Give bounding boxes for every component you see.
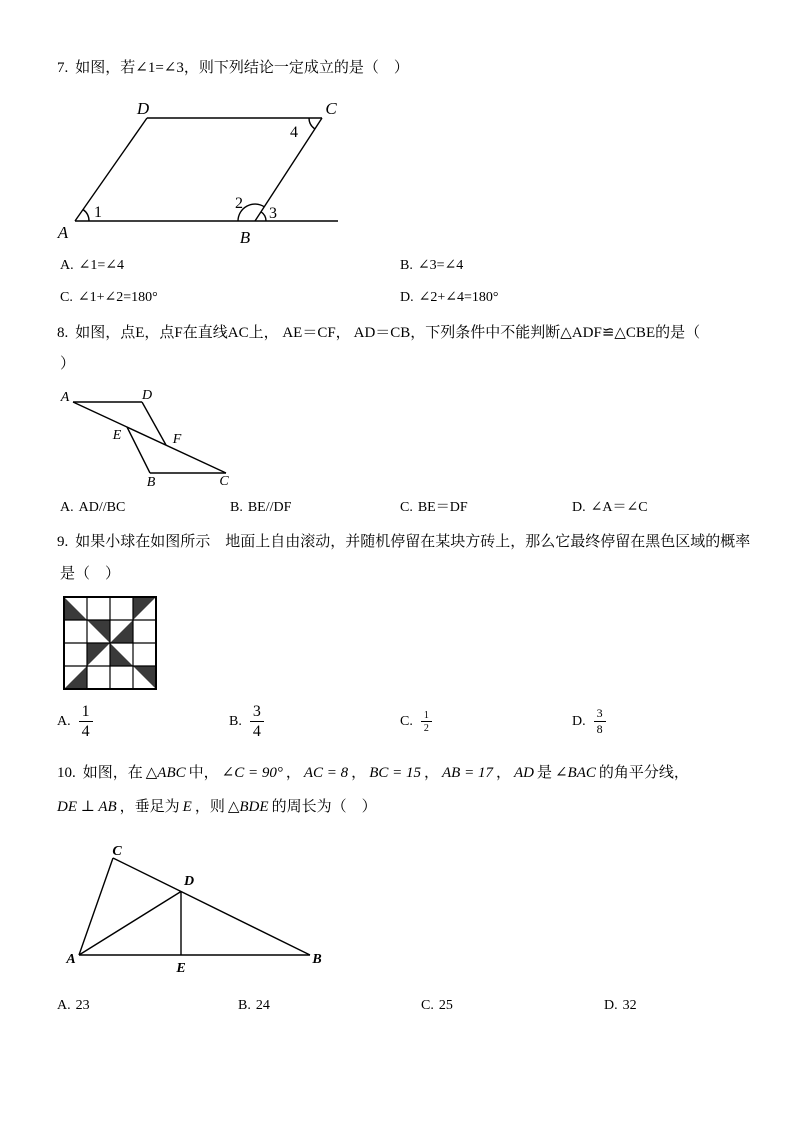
fraction-denominator: 4 bbox=[252, 723, 261, 740]
q7-stem bbox=[57, 58, 409, 78]
stem-text: 是 bbox=[536, 765, 552, 781]
q10-option-a bbox=[57, 996, 90, 1016]
option-text: ∠1+∠2=180° bbox=[77, 290, 158, 305]
q9-stem-line-2 bbox=[60, 564, 120, 584]
q7-option-b bbox=[400, 256, 463, 276]
math-expression: ∠C = 90° bbox=[221, 765, 283, 781]
segment-df bbox=[142, 402, 166, 445]
math-expression: AB = 17 bbox=[442, 765, 493, 781]
q10-triangle-figure bbox=[60, 838, 335, 976]
vertex-label-c: C bbox=[112, 844, 122, 859]
math-expression: △ABC bbox=[145, 765, 186, 781]
option-letter: D. bbox=[572, 714, 586, 729]
q7-option-d bbox=[400, 288, 498, 308]
option-text: ∠3=∠4 bbox=[417, 258, 464, 273]
option-text: ∠1=∠4 bbox=[78, 258, 124, 273]
option-letter: A. bbox=[57, 998, 71, 1013]
vertex-label-b: B bbox=[146, 475, 156, 490]
option-letter: B. bbox=[400, 258, 413, 273]
q8-number: 8. bbox=[57, 325, 69, 341]
black-triangle bbox=[133, 597, 156, 620]
fraction-denominator: 4 bbox=[81, 723, 90, 740]
fraction bbox=[421, 710, 432, 735]
segment-eb bbox=[127, 427, 150, 473]
option-text: ∠A＝∠C bbox=[590, 500, 648, 515]
fraction-denominator: 8 bbox=[596, 722, 603, 736]
vertex-label-a: A bbox=[66, 952, 76, 967]
option-letter: D. bbox=[604, 998, 618, 1013]
q8-option-d bbox=[572, 498, 648, 518]
q9-stem-text: 如果小球在如图所示 地面上自由滚动，并随机停留在某块方砖上，那么它最终停留在黑色区域的概率 bbox=[75, 534, 751, 550]
option-text: 23 bbox=[75, 998, 90, 1013]
point-label-f: F bbox=[172, 432, 182, 447]
q7-parallelogram-figure bbox=[50, 95, 350, 250]
q9-option-a bbox=[57, 702, 93, 742]
fraction bbox=[594, 707, 606, 737]
fraction-numerator: 3 bbox=[594, 707, 606, 722]
q10-option-c bbox=[421, 996, 453, 1016]
q7-stem-text: 如图，若∠1=∠3，则下列结论一定成立的是（ ） bbox=[75, 60, 409, 76]
option-letter: D. bbox=[400, 290, 414, 305]
stem-text: ， bbox=[495, 765, 511, 781]
black-triangle bbox=[87, 643, 110, 666]
stem-text: ， bbox=[423, 765, 439, 781]
segment-ac bbox=[73, 402, 226, 473]
q10-option-b bbox=[238, 996, 270, 1016]
stem-text: ，则 bbox=[194, 799, 225, 815]
fraction bbox=[250, 703, 264, 742]
q9-option-d bbox=[572, 702, 606, 742]
q7-option-c bbox=[60, 288, 158, 308]
q9-stem-text: 是（ ） bbox=[60, 566, 121, 582]
q8-stem-line-1 bbox=[57, 323, 700, 343]
point-label-e: E bbox=[176, 961, 186, 976]
stem-text: 的角平分线， bbox=[598, 765, 689, 781]
segment-ad-bisector bbox=[79, 892, 181, 956]
segment-cb bbox=[255, 118, 322, 221]
q7-number: 7. bbox=[57, 60, 69, 76]
q10-stem-line-1 bbox=[57, 763, 689, 783]
option-letter: A. bbox=[60, 500, 74, 515]
q10-number: 10. bbox=[57, 765, 76, 781]
q10-stem-line-2 bbox=[57, 797, 377, 817]
math-expression: AC = 8 bbox=[303, 765, 349, 781]
vertex-label-a: A bbox=[60, 390, 70, 405]
option-letter: B. bbox=[230, 500, 243, 515]
q7-option-a bbox=[60, 256, 124, 276]
q9-option-b bbox=[229, 702, 264, 742]
math-expression: △BDE bbox=[227, 799, 269, 815]
black-triangle bbox=[110, 620, 133, 643]
fraction-numerator: 3 bbox=[250, 703, 264, 722]
vertex-label-c: C bbox=[325, 99, 337, 118]
vertex-label-d: D bbox=[136, 99, 150, 118]
fraction-denominator: 2 bbox=[423, 723, 429, 734]
q8-stem-text: ） bbox=[60, 356, 76, 372]
option-letter: C. bbox=[421, 998, 434, 1013]
math-expression: BC = 15 bbox=[369, 765, 421, 781]
option-letter: B. bbox=[229, 714, 242, 729]
vertex-label-b: B bbox=[312, 952, 322, 967]
stem-text: ， bbox=[285, 765, 301, 781]
option-text: BE＝DF bbox=[417, 500, 468, 515]
q8-option-a bbox=[60, 498, 125, 518]
vertex-label-d: D bbox=[141, 388, 153, 403]
option-letter: C. bbox=[400, 500, 413, 515]
option-text: 25 bbox=[438, 998, 453, 1013]
segment-cb bbox=[113, 858, 310, 955]
option-letter: D. bbox=[572, 500, 586, 515]
option-text: AD//BC bbox=[78, 500, 126, 515]
q8-option-b bbox=[230, 498, 291, 518]
q9-stem-line-1 bbox=[57, 532, 750, 552]
vertex-label-b: B bbox=[239, 228, 251, 247]
point-label-e: E bbox=[112, 428, 122, 443]
vertex-label-a: A bbox=[57, 223, 69, 242]
q9-number: 9. bbox=[57, 534, 69, 550]
angle-label-2: 2 bbox=[235, 195, 243, 212]
angle-label-1: 1 bbox=[94, 204, 102, 221]
option-text: 24 bbox=[255, 998, 270, 1013]
q8-stem-line-2 bbox=[60, 354, 75, 374]
fraction-numerator: 1 bbox=[79, 703, 93, 722]
option-text: BE//DF bbox=[247, 500, 292, 515]
stem-text: 中， bbox=[188, 765, 219, 781]
option-letter: A. bbox=[57, 714, 71, 729]
option-text: 32 bbox=[622, 998, 637, 1013]
option-letter: A. bbox=[60, 258, 74, 273]
black-triangle bbox=[64, 597, 87, 620]
fraction-numerator: 1 bbox=[421, 710, 432, 723]
q10-option-d bbox=[604, 996, 637, 1016]
angle-label-3: 3 bbox=[269, 205, 277, 222]
q9-tile-grid-figure bbox=[62, 595, 158, 691]
q8-figure bbox=[55, 383, 245, 489]
black-triangle bbox=[110, 643, 133, 666]
angle-label-4: 4 bbox=[290, 124, 298, 141]
stem-text: ， bbox=[351, 765, 367, 781]
stem-text: ，垂足为 bbox=[119, 799, 180, 815]
math-expression: ∠BAC bbox=[554, 765, 596, 781]
q8-option-c bbox=[400, 498, 468, 518]
angle-1-arc bbox=[83, 210, 89, 222]
stem-text: 如图，在 bbox=[82, 765, 143, 781]
vertex-label-c: C bbox=[219, 474, 229, 489]
fraction bbox=[79, 703, 93, 742]
q8-stem-text: 如图，点E，点F在直线AC上， AE＝CF， AD＝CB，下列条件中不能判断△ADF≌△CBE的是（ bbox=[75, 325, 701, 341]
q9-option-c bbox=[400, 702, 432, 742]
black-triangle bbox=[64, 666, 87, 689]
segment-ad bbox=[75, 118, 147, 221]
math-expression: AD bbox=[513, 765, 534, 781]
angle-4-arc bbox=[309, 118, 315, 129]
option-letter: B. bbox=[238, 998, 251, 1013]
point-label-d: D bbox=[183, 874, 195, 889]
math-expression: E bbox=[182, 799, 192, 815]
option-letter: C. bbox=[60, 290, 73, 305]
black-triangle bbox=[87, 620, 110, 643]
segment-ac bbox=[79, 858, 113, 955]
math-expression: DE ⊥ AB bbox=[57, 799, 117, 815]
option-text: ∠2+∠4=180° bbox=[418, 290, 499, 305]
option-letter: C. bbox=[400, 714, 413, 729]
stem-text: 的周长为（ ） bbox=[271, 799, 377, 815]
black-triangle bbox=[133, 666, 156, 689]
angle-3-arc bbox=[261, 212, 266, 221]
